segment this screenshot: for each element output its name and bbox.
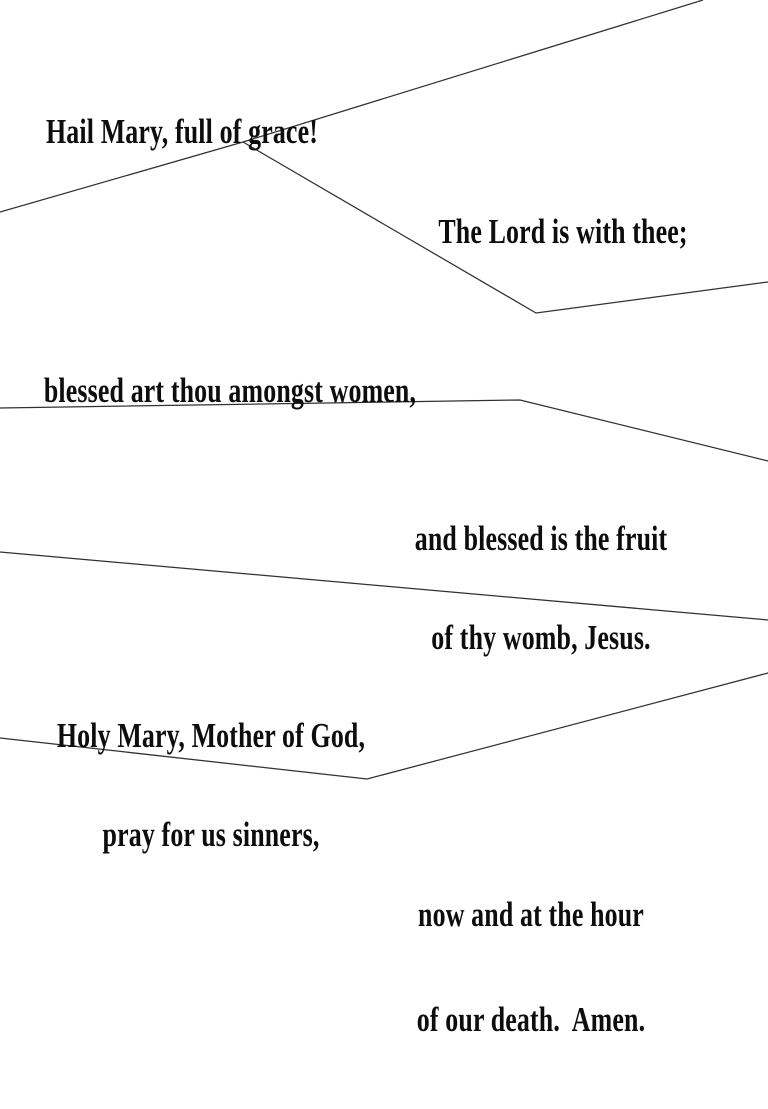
prayer-phrase-blessed-art-thou xyxy=(44,308,416,473)
prayer-text-line: blessed art thou amongst women, xyxy=(43,371,417,410)
prayer-text-line: pray for us sinners, xyxy=(102,815,320,854)
prayer-phrase-lord-is-with-thee xyxy=(438,149,687,314)
prayer-text-line: now and at the hour xyxy=(418,895,644,934)
prayer-phrase-holy-mary xyxy=(57,653,365,917)
prayer-text-line: Hail Mary, full of grace! xyxy=(46,112,318,151)
prayer-text-line: of thy womb, Jesus. xyxy=(431,618,651,657)
prayer-text-line: and blessed is the fruit xyxy=(414,519,668,558)
prayer-text-line: Holy Mary, Mother of God, xyxy=(56,716,366,755)
prayer-phrase-hail-mary xyxy=(46,49,318,214)
prayer-phrase-blessed-is-the-fruit xyxy=(415,456,668,720)
prayer-text-line: of our death. Amen. xyxy=(416,1000,646,1039)
prayer-phrase-hour-of-death xyxy=(417,827,645,1107)
prayer-text-line: The Lord is with thee; xyxy=(438,212,688,251)
